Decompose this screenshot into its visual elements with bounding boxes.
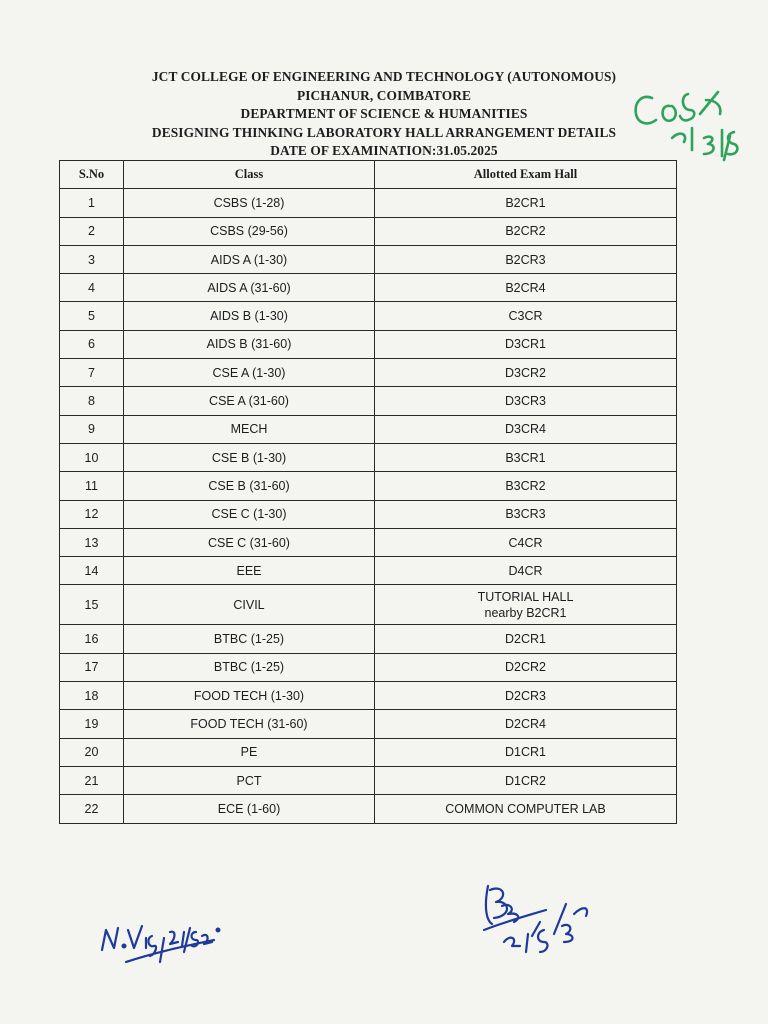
cell-sno: 7 — [60, 359, 124, 387]
cell-hall: C3CR — [375, 302, 677, 330]
hall-name: TUTORIAL HALL — [477, 589, 574, 604]
table-row — [60, 795, 677, 823]
table-row — [60, 189, 677, 217]
cell-hall: B2CR1 — [375, 189, 677, 217]
cell-hall: B2CR4 — [375, 274, 677, 302]
cell-class: BTBC (1-25) — [124, 653, 375, 681]
table-row — [60, 738, 677, 766]
cell-sno: 17 — [60, 653, 124, 681]
cell-hall: D2CR4 — [375, 710, 677, 738]
cell-sno: 22 — [60, 795, 124, 823]
cell-sno: 13 — [60, 528, 124, 556]
cell-sno: 2 — [60, 217, 124, 245]
cell-hall: B2CR3 — [375, 245, 677, 273]
table-row — [60, 625, 677, 653]
cell-class: CSE C (1-30) — [124, 500, 375, 528]
table-row — [60, 653, 677, 681]
cell-class: AIDS B (31-60) — [124, 330, 375, 358]
cell-sno: 4 — [60, 274, 124, 302]
table-row — [60, 330, 677, 358]
cell-sno: 14 — [60, 557, 124, 585]
cell-sno: 6 — [60, 330, 124, 358]
table-row — [60, 682, 677, 710]
column-header-class: Class — [124, 161, 375, 189]
cell-class: FOOD TECH (1-30) — [124, 682, 375, 710]
table-row — [60, 528, 677, 556]
coe-initial-mark — [622, 80, 752, 170]
cell-hall: D2CR3 — [375, 682, 677, 710]
cell-sno: 19 — [60, 710, 124, 738]
cell-hall: D3CR1 — [375, 330, 677, 358]
table-row — [60, 443, 677, 471]
column-header-sno: S.No — [60, 161, 124, 189]
cell-hall: B3CR3 — [375, 500, 677, 528]
table-row — [60, 415, 677, 443]
cell-class: CSE C (31-60) — [124, 528, 375, 556]
cell-sno: 9 — [60, 415, 124, 443]
cell-hall: D1CR2 — [375, 766, 677, 794]
cell-sno: 1 — [60, 189, 124, 217]
cell-class: CSE B (1-30) — [124, 443, 375, 471]
college-name: JCT COLLEGE OF ENGINEERING AND TECHNOLOGY (AUTONOMOUS) — [151, 69, 617, 84]
cell-class: EEE — [124, 557, 375, 585]
cell-hall: D4CR — [375, 557, 677, 585]
cell-class: PE — [124, 738, 375, 766]
left-signature — [96, 908, 246, 970]
cell-sno: 12 — [60, 500, 124, 528]
cell-sno: 3 — [60, 245, 124, 273]
table-row — [60, 359, 677, 387]
table-row — [60, 274, 677, 302]
cell-class: FOOD TECH (31-60) — [124, 710, 375, 738]
cell-hall: D2CR1 — [375, 625, 677, 653]
cell-class: BTBC (1-25) — [124, 625, 375, 653]
cell-sno: 5 — [60, 302, 124, 330]
cell-hall: D3CR4 — [375, 415, 677, 443]
cell-sno: 8 — [60, 387, 124, 415]
table-row — [60, 245, 677, 273]
cell-class: CSBS (1-28) — [124, 189, 375, 217]
cell-hall: C4CR — [375, 528, 677, 556]
table-row — [60, 710, 677, 738]
document-title: DESIGNING THINKING LABORATORY HALL ARRANGEMENT DETAILS — [151, 124, 617, 140]
cell-class: AIDS A (1-30) — [124, 245, 375, 273]
cell-hall — [375, 585, 677, 625]
table-row — [60, 302, 677, 330]
cell-class: CSE A (1-30) — [124, 359, 375, 387]
cell-sno: 10 — [60, 443, 124, 471]
cell-hall: COMMON COMPUTER LAB — [375, 795, 677, 823]
cell-hall: D3CR3 — [375, 387, 677, 415]
table-row — [60, 217, 677, 245]
table-row — [60, 500, 677, 528]
cell-class: AIDS A (31-60) — [124, 274, 375, 302]
table-row — [60, 472, 677, 500]
cell-hall: B3CR2 — [375, 472, 677, 500]
hall-arrangement-table — [59, 160, 677, 824]
right-signature — [474, 876, 604, 966]
table-header-row — [60, 161, 677, 189]
exam-date: DATE OF EXAMINATION:31.05.2025 — [270, 143, 498, 158]
cell-sno: 15 — [60, 585, 124, 625]
cell-class: ECE (1-60) — [124, 795, 375, 823]
cell-class: CSE B (31-60) — [124, 472, 375, 500]
cell-hall: D1CR1 — [375, 738, 677, 766]
department-name: DEPARTMENT OF SCIENCE & HUMANITIES — [240, 106, 528, 121]
table-row — [60, 585, 677, 625]
cell-class: CSE A (31-60) — [124, 387, 375, 415]
cell-sno: 20 — [60, 738, 124, 766]
cell-hall: D3CR2 — [375, 359, 677, 387]
table-row — [60, 557, 677, 585]
cell-sno: 21 — [60, 766, 124, 794]
cell-sno: 11 — [60, 472, 124, 500]
table-row — [60, 387, 677, 415]
cell-sno: 16 — [60, 625, 124, 653]
cell-hall: D2CR2 — [375, 653, 677, 681]
cell-class: PCT — [124, 766, 375, 794]
college-location: PICHANUR, COIMBATORE — [296, 87, 472, 103]
cell-hall: B2CR2 — [375, 217, 677, 245]
cell-class: CSBS (29-56) — [124, 217, 375, 245]
cell-class: MECH — [124, 415, 375, 443]
column-header-hall: Allotted Exam Hall — [375, 161, 677, 189]
cell-hall: B3CR1 — [375, 443, 677, 471]
table-body — [60, 189, 677, 823]
cell-class: AIDS B (1-30) — [124, 302, 375, 330]
hall-note: nearby B2CR1 — [484, 605, 567, 620]
cell-sno: 18 — [60, 682, 124, 710]
table-row — [60, 766, 677, 794]
cell-class: CIVIL — [124, 585, 375, 625]
